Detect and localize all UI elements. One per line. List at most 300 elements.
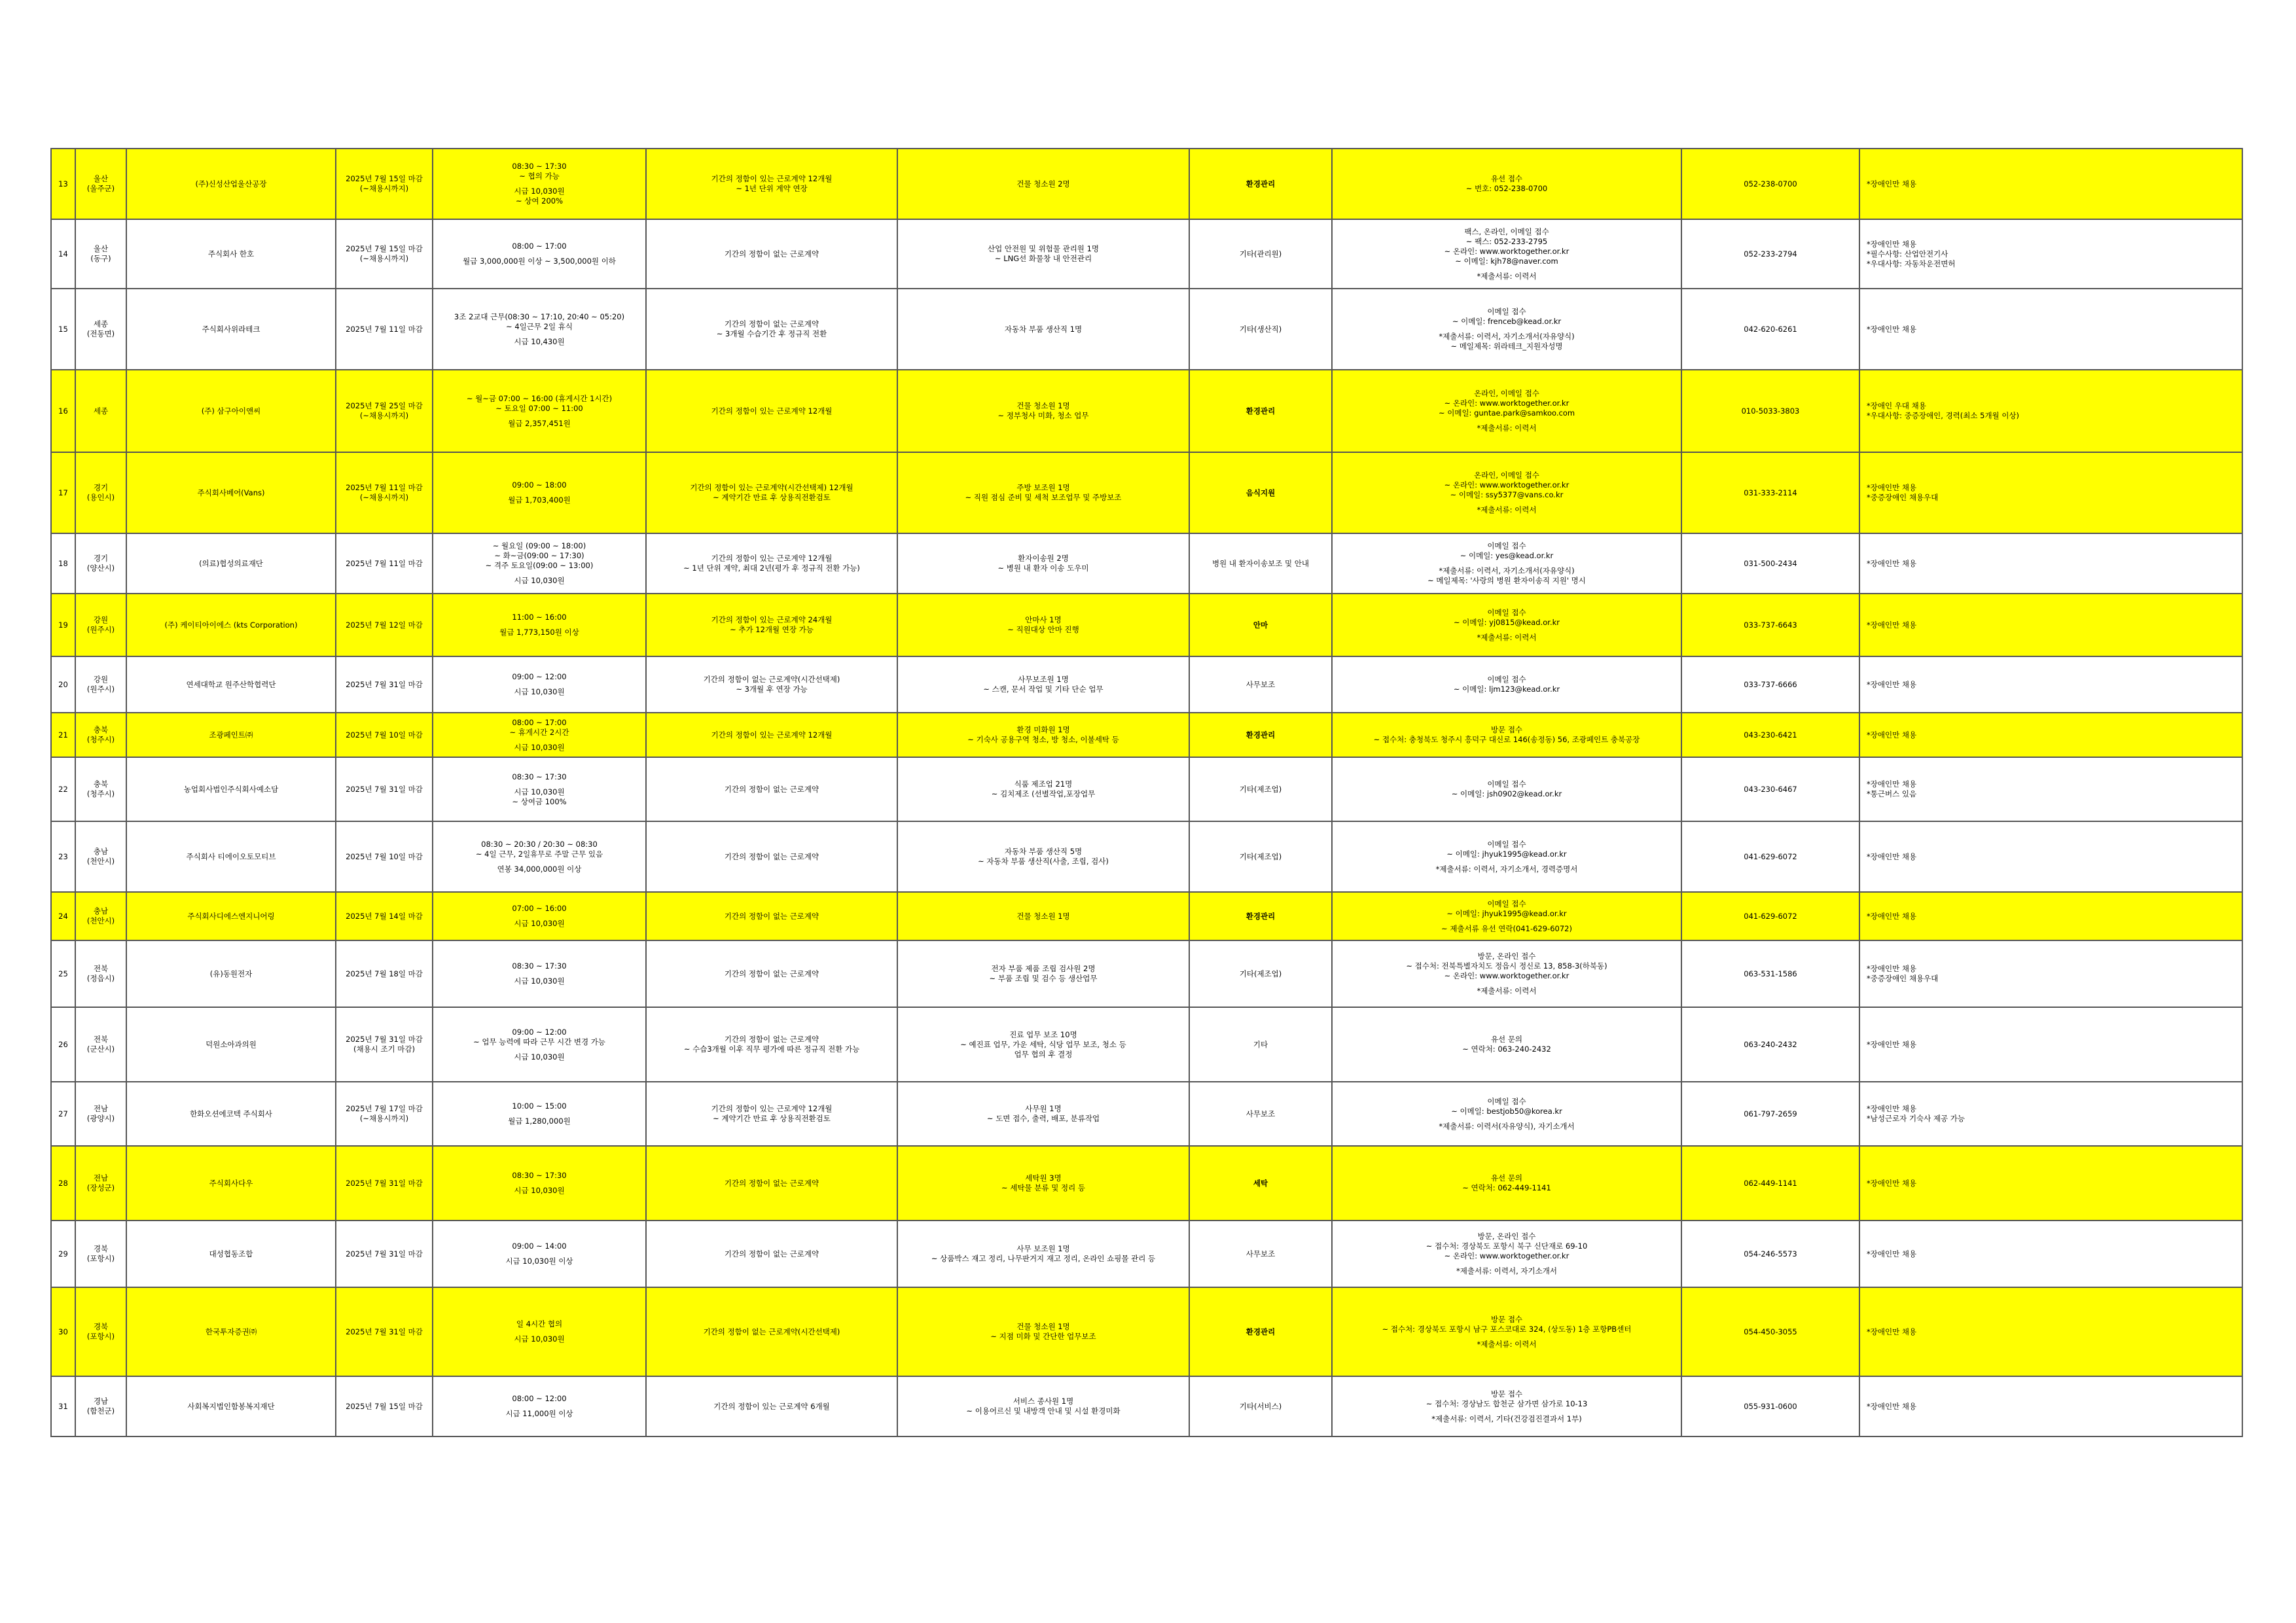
region-line: 충북 xyxy=(93,779,109,789)
notes-line: *필수사항: 산업안전기사 xyxy=(1867,249,1948,259)
duty-line: 건물 청소원 1명 xyxy=(1016,401,1070,410)
job-type-cell: 병원 내 환자이송보조 및 안내 xyxy=(1189,533,1332,594)
contract-line: ~ 3개월 수습기간 후 정규직 전환 xyxy=(716,329,827,338)
application-cell xyxy=(1332,656,1681,713)
hours-wage-line: 08:30 ~ 17:30 xyxy=(512,772,567,781)
application-cell xyxy=(1332,219,1681,289)
region-line: 전북 xyxy=(93,1035,109,1044)
deadline-cell xyxy=(336,656,433,713)
hours-wage-line xyxy=(436,181,643,187)
deadline-cell xyxy=(336,1082,433,1146)
hours-wage-line: 3조 2교대 근무(08:30 ~ 17:10, 20:40 ~ 05:20) xyxy=(454,312,625,321)
region-line: (청주시) xyxy=(86,789,115,798)
hours-wage-line: 09:00 ~ 14:00 xyxy=(512,1241,567,1251)
table-row xyxy=(51,149,2242,219)
region-line: 세종 xyxy=(93,319,109,329)
phone-cell: 061-797-2659 xyxy=(1681,1082,1859,1146)
notes-cell xyxy=(1859,533,2242,594)
deadline-cell xyxy=(336,821,433,892)
region-cell xyxy=(75,289,126,370)
notes-line: *장애인만 채용 xyxy=(1867,851,1917,861)
job-type-cell: 기타(서비스) xyxy=(1189,1376,1332,1436)
hours-wage-cell xyxy=(433,149,646,219)
company-cell: (주) 케이티아이에스 (kts Corporation) xyxy=(126,594,336,656)
job-type-cell: 기타 xyxy=(1189,1007,1332,1082)
hours-wage-cell xyxy=(433,219,646,289)
company-cell: (의료)협성의료재단 xyxy=(126,533,336,594)
region-line: 강원 xyxy=(93,615,109,624)
notes-cell xyxy=(1859,1287,2242,1376)
table-row xyxy=(51,219,2242,289)
row-number-cell: 20 xyxy=(51,656,75,713)
application-line xyxy=(1335,981,1678,986)
application-line: ~ 접수처: 충청북도 청주시 흥덕구 대신로 146(송정동) 56, 조광페인트 충북공장 xyxy=(1373,735,1640,744)
job-type-cell: 사무보조 xyxy=(1189,1082,1332,1146)
application-line: *제출서류: 이력서(자유양식), 자기소개서 xyxy=(1439,1121,1575,1131)
hours-wage-line xyxy=(436,571,643,576)
hours-wage-line: 08:30 ~ 20:30 / 20:30 ~ 08:30 xyxy=(481,839,598,849)
application-line: 이메일 접수 xyxy=(1487,307,1526,316)
hours-wage-line: ~ 4일 근무, 2일휴무로 주말 근무 있음 xyxy=(475,849,603,859)
contract-line: ~ 수습3개월 이후 직무 평가에 따른 정규직 전환 가능 xyxy=(683,1044,860,1054)
application-line: ~ 온라인: www.worktogether.or.kr xyxy=(1444,971,1570,980)
phone-cell: 043-230-6421 xyxy=(1681,713,1859,757)
job-type-cell: 기타(제조업) xyxy=(1189,757,1332,821)
phone-cell: 033-737-6666 xyxy=(1681,656,1859,713)
contract-line: 기간의 정함이 없는 근로계약 xyxy=(724,851,819,861)
job-type-cell: 세탁 xyxy=(1189,1146,1332,1221)
application-cell xyxy=(1332,713,1681,757)
contract-cell xyxy=(646,713,897,757)
hours-wage-line: 시급 10,430원 xyxy=(514,336,565,346)
job-type-cell: 기타(생산직) xyxy=(1189,289,1332,370)
application-line xyxy=(1335,561,1678,566)
hours-wage-line: 11:00 ~ 16:00 xyxy=(512,613,567,622)
application-line: *제출서류: 이력서, 자기소개서 xyxy=(1456,1266,1557,1275)
deadline-cell xyxy=(336,149,433,219)
job-type-cell: 환경관리 xyxy=(1189,1287,1332,1376)
duty-line: 환자이송원 2명 xyxy=(1018,554,1069,563)
duty-cell xyxy=(897,1221,1189,1287)
notes-line: *우대사항: 중증장애인, 경력(최소 5개월 이상) xyxy=(1867,411,2020,420)
duty-cell xyxy=(897,940,1189,1007)
contract-line: ~ 1년 단위 계약, 최대 2년(평가 후 정규직 전환 가능) xyxy=(683,563,860,573)
hours-wage-line: 시급 10,030원 xyxy=(514,1334,565,1344)
contract-line: 기간의 정함이 있는 근로계약 12개월 xyxy=(711,406,833,416)
duty-line: 안마사 1명 xyxy=(1025,615,1062,624)
region-line: 경기 xyxy=(93,554,109,563)
hours-wage-line xyxy=(436,1181,643,1186)
row-number-cell: 24 xyxy=(51,892,75,940)
hours-wage-line: ~ 협의 가능 xyxy=(519,171,560,181)
region-cell xyxy=(75,149,126,219)
contract-cell xyxy=(646,1146,897,1221)
deadline-line: 2025년 7월 15일 마감 xyxy=(346,1401,423,1411)
company-cell: (유)동원전자 xyxy=(126,940,336,1007)
contract-line: 기간의 정함이 있는 근로계약 12개월 xyxy=(711,730,833,740)
application-line: 이메일 접수 xyxy=(1487,1096,1526,1106)
row-number-cell: 14 xyxy=(51,219,75,289)
region-cell xyxy=(75,533,126,594)
notes-line: *장애인만 채용 xyxy=(1867,324,1917,334)
duty-cell xyxy=(897,149,1189,219)
application-cell xyxy=(1332,149,1681,219)
duty-line: ~ 상품박스 재고 정리, 나무판거지 재고 정리, 온라인 쇼핑몰 관리 등 xyxy=(931,1254,1156,1263)
duty-line: 업무 협의 후 결정 xyxy=(1014,1049,1073,1059)
region-line: (정읍시) xyxy=(86,974,115,983)
contract-cell xyxy=(646,757,897,821)
deadline-cell xyxy=(336,1221,433,1287)
hours-wage-line: 시급 10,030원 xyxy=(514,976,565,986)
job-type-cell: 사무보조 xyxy=(1189,1221,1332,1287)
application-line: ~ 온라인: www.worktogether.or.kr xyxy=(1444,399,1570,408)
duty-line: 사무보조원 1명 xyxy=(1018,675,1069,684)
hours-wage-line: 09:00 ~ 12:00 xyxy=(512,1027,567,1037)
region-line: 경기 xyxy=(93,483,109,492)
notes-line: *장애인만 채용 xyxy=(1867,1104,1917,1113)
company-cell: 한화오션에코텍 주식회사 xyxy=(126,1082,336,1146)
company-cell: 주식회사위라테크 xyxy=(126,289,336,370)
hours-wage-line: 연봉 34,000,000원 이상 xyxy=(497,864,582,874)
duty-line: 산업 안전원 및 위험물 관리원 1명 xyxy=(987,244,1099,253)
hours-wage-line: ~ 월~금 07:00 ~ 16:00 (휴게시간 1시간) xyxy=(466,393,613,403)
notes-cell xyxy=(1859,940,2242,1007)
application-cell xyxy=(1332,757,1681,821)
hours-wage-cell xyxy=(433,1287,646,1376)
notes-line: *장애인만 채용 xyxy=(1867,483,1917,492)
contract-cell xyxy=(646,1287,897,1376)
table-row xyxy=(51,1082,2242,1146)
hours-wage-line xyxy=(436,1111,643,1116)
phone-cell: 043-230-6467 xyxy=(1681,757,1859,821)
region-line: 전남 xyxy=(93,1173,109,1183)
notes-cell xyxy=(1859,1221,2242,1287)
job-type-cell: 환경관리 xyxy=(1189,370,1332,452)
deadline-line: (채용시 조기 마감) xyxy=(353,1044,416,1054)
hours-wage-line: 월급 2,357,451원 xyxy=(508,418,571,428)
region-line: (청주시) xyxy=(86,735,115,744)
duty-line: 건물 청소원 1명 xyxy=(1016,1322,1070,1331)
application-line: 이메일 접수 xyxy=(1487,675,1526,684)
row-number-cell: 13 xyxy=(51,149,75,219)
contract-cell xyxy=(646,219,897,289)
duty-cell xyxy=(897,533,1189,594)
application-cell xyxy=(1332,1082,1681,1146)
application-line: ~ 이메일: ssy5377@vans.co.kr xyxy=(1450,490,1564,499)
notes-cell xyxy=(1859,219,2242,289)
row-number-cell: 26 xyxy=(51,1007,75,1082)
application-line xyxy=(1335,1261,1678,1266)
duty-cell xyxy=(897,1007,1189,1082)
region-line: 충남 xyxy=(93,847,109,856)
hours-wage-cell xyxy=(433,757,646,821)
job-type-cell: 기타(관리원) xyxy=(1189,219,1332,289)
hours-wage-line: 08:30 ~ 17:30 xyxy=(512,961,567,971)
hours-wage-line: 시급 10,030원 이상 xyxy=(505,1257,573,1266)
region-cell xyxy=(75,370,126,452)
duty-cell xyxy=(897,1287,1189,1376)
deadline-cell xyxy=(336,533,433,594)
duty-line: ~ 기숙사 공용구역 청소, 방 청소, 이불세탁 등 xyxy=(967,735,1119,744)
notes-cell xyxy=(1859,656,2242,713)
duty-line: ~ 부품 조립 및 검수 등 생산업무 xyxy=(989,974,1098,983)
application-line: ~ 메일제목: '사랑의 병원 환자이송직 지원' 명시 xyxy=(1427,576,1586,585)
phone-cell: 052-238-0700 xyxy=(1681,149,1859,219)
contract-cell xyxy=(646,1082,897,1146)
deadline-line: 2025년 7월 14일 마감 xyxy=(346,911,423,921)
region-cell xyxy=(75,892,126,940)
application-line: ~ 접수처: 전북특별자치도 정읍시 정신로 13, 858-3(하북동) xyxy=(1406,961,1607,971)
notes-cell xyxy=(1859,1376,2242,1436)
application-line: ~ 이메일: jsh0902@kead.or.kr xyxy=(1451,789,1562,798)
application-line: ~ 접수처: 경상북도 포항시 북구 신단재로 69-10 xyxy=(1426,1241,1588,1251)
hours-wage-cell xyxy=(433,594,646,656)
row-number-cell: 22 xyxy=(51,757,75,821)
deadline-cell xyxy=(336,892,433,940)
company-cell: 주식회사베어(Vans) xyxy=(126,452,336,533)
deadline-line: 2025년 7월 11일 마감 xyxy=(346,483,423,492)
deadline-cell xyxy=(336,1376,433,1436)
hours-wage-cell xyxy=(433,289,646,370)
contract-cell xyxy=(646,370,897,452)
application-line: 이메일 접수 xyxy=(1487,899,1526,908)
job-type-cell: 환경관리 xyxy=(1189,713,1332,757)
hours-wage-line: ~ 상여금 100% xyxy=(512,796,567,806)
hours-wage-line: ~ 휴게시간 2시간 xyxy=(509,727,569,737)
duty-cell xyxy=(897,370,1189,452)
deadline-line: 2025년 7월 25일 마감 xyxy=(346,401,423,410)
duty-line: 세탁원 3명 xyxy=(1025,1173,1062,1183)
deadline-line: (~채용시까지) xyxy=(359,493,409,502)
duty-line: ~ 직원대상 안마 진행 xyxy=(1007,625,1079,634)
region-cell xyxy=(75,1287,126,1376)
region-line: (울주군) xyxy=(86,184,115,193)
deadline-line: (~채용시까지) xyxy=(359,1114,409,1123)
job-type-cell: 사무보조 xyxy=(1189,656,1332,713)
notes-line: *장애인만 채용 xyxy=(1867,179,1917,188)
deadline-cell xyxy=(336,594,433,656)
application-line: ~ 제출서류 유선 연락(041-629-6072) xyxy=(1441,923,1572,933)
hours-wage-line xyxy=(436,914,643,919)
region-line: 전북 xyxy=(93,964,109,973)
deadline-line: 2025년 7월 18일 마감 xyxy=(346,969,423,978)
deadline-line: 2025년 7월 15일 마감 xyxy=(346,174,423,183)
notes-cell xyxy=(1859,821,2242,892)
contract-line: 기간의 정함이 있는 근로계약 24개월 xyxy=(711,615,833,624)
application-line: 팩스, 온라인, 이메일 접수 xyxy=(1464,226,1549,236)
application-line: *제출서류: 이력서, 자기소개서(자유양식) xyxy=(1439,566,1575,575)
duty-cell xyxy=(897,1082,1189,1146)
duty-line: ~ 병원 내 환자 이송 도우미 xyxy=(997,563,1089,573)
hours-wage-line: 시급 11,000원 이상 xyxy=(505,1409,573,1418)
deadline-line: 2025년 7월 31일 마감 xyxy=(346,784,423,794)
region-cell xyxy=(75,1146,126,1221)
deadline-line: (~채용시까지) xyxy=(359,254,409,263)
duty-cell xyxy=(897,821,1189,892)
region-line: (천안시) xyxy=(86,857,115,866)
application-line: *제출서류: 이력서 xyxy=(1477,632,1537,642)
hours-wage-line xyxy=(436,622,643,628)
notes-line: *장애인만 채용 xyxy=(1867,1327,1917,1336)
notes-cell xyxy=(1859,1082,2242,1146)
contract-line: 기간의 정함이 없는 근로계약 xyxy=(724,1035,819,1044)
phone-cell: 055-931-0600 xyxy=(1681,1376,1859,1436)
region-line: 전남 xyxy=(93,1104,109,1113)
notes-cell xyxy=(1859,892,2242,940)
table-row xyxy=(51,1146,2242,1221)
company-cell: 한국투자증권㈜ xyxy=(126,1287,336,1376)
notes-line: *장애인만 채용 xyxy=(1867,1178,1917,1188)
duty-cell xyxy=(897,1146,1189,1221)
notes-line: *장애인만 채용 xyxy=(1867,1401,1917,1411)
phone-cell: 041-629-6072 xyxy=(1681,892,1859,940)
region-line: 충남 xyxy=(93,906,109,916)
phone-cell: 041-629-6072 xyxy=(1681,821,1859,892)
region-cell xyxy=(75,656,126,713)
application-cell xyxy=(1332,370,1681,452)
application-line: ~ 연락처: 063-240-2432 xyxy=(1462,1044,1551,1054)
application-cell xyxy=(1332,821,1681,892)
region-cell xyxy=(75,1221,126,1287)
job-type-cell: 기타(제조업) xyxy=(1189,940,1332,1007)
duty-line: 사무원 1명 xyxy=(1025,1104,1062,1113)
application-cell xyxy=(1332,533,1681,594)
duty-line: ~ 세탁물 분류 및 정리 등 xyxy=(1001,1183,1085,1192)
duty-line: ~ LNG선 화물창 내 안전관리 xyxy=(994,254,1092,263)
region-line: 경남 xyxy=(93,1397,109,1406)
application-line xyxy=(1335,1116,1678,1122)
table-row xyxy=(51,370,2242,452)
duty-line: ~ 김치제조 (선별작업,포장업무 xyxy=(991,789,1096,798)
table-row xyxy=(51,1287,2242,1376)
contract-line: 기간의 정함이 있는 근로계약 12개월 xyxy=(711,1104,833,1113)
company-cell: (주)신성산업울산공장 xyxy=(126,149,336,219)
company-cell: 사회복지법인함봉복지재단 xyxy=(126,1376,336,1436)
notes-line: *장애인만 채용 xyxy=(1867,558,1917,568)
hours-wage-line: ~ 화~금(09:00 ~ 17:30) xyxy=(494,551,584,560)
region-line: 경북 xyxy=(93,1244,109,1253)
contract-cell xyxy=(646,149,897,219)
hours-wage-line xyxy=(436,251,643,257)
contract-line: 기간의 정함이 없는 근로계약 xyxy=(724,1249,819,1258)
contract-line: ~ 계약기간 만료 후 상용직전환검토 xyxy=(713,493,831,502)
region-cell xyxy=(75,594,126,656)
region-line: (천안시) xyxy=(86,916,115,925)
contract-line: 기간의 정함이 없는 근로계약(시간선택제) xyxy=(703,1327,840,1336)
hours-wage-cell xyxy=(433,1221,646,1287)
table-row xyxy=(51,1221,2242,1287)
contract-line: 기간의 정함이 있는 근로계약(시간선택제) 12개월 xyxy=(690,483,853,492)
hours-wage-line: ~ 토요일 07:00 ~ 11:00 xyxy=(495,403,583,413)
application-line: 방문, 온라인 접수 xyxy=(1477,952,1536,961)
hours-wage-line: 09:00 ~ 12:00 xyxy=(512,672,567,681)
duty-line: ~ 예진표 업무, 가운 세탁, 식당 업무 보조, 청소 등 xyxy=(960,1039,1126,1049)
application-line xyxy=(1335,628,1678,633)
job-type-cell: 기타(제조업) xyxy=(1189,821,1332,892)
application-cell xyxy=(1332,594,1681,656)
duty-line: 진료 업무 보조 10명 xyxy=(1009,1029,1077,1039)
phone-cell: 052-233-2794 xyxy=(1681,219,1859,289)
region-line: (동구) xyxy=(90,254,111,263)
hours-wage-line: 시급 10,030원 xyxy=(514,187,565,196)
notes-line: *장애인만 채용 xyxy=(1867,1249,1917,1258)
application-cell xyxy=(1332,940,1681,1007)
application-cell xyxy=(1332,1221,1681,1287)
contract-cell xyxy=(646,533,897,594)
company-cell: 덕원소아과의원 xyxy=(126,1007,336,1082)
region-line: (광양시) xyxy=(86,1114,115,1123)
company-cell: 대성협동조합 xyxy=(126,1221,336,1287)
deadline-cell xyxy=(336,289,433,370)
hours-wage-line: 월급 1,280,000원 xyxy=(508,1116,571,1126)
application-line xyxy=(1335,1334,1678,1340)
duty-cell xyxy=(897,757,1189,821)
application-line xyxy=(1335,327,1678,332)
notes-line: *장애인만 채용 xyxy=(1867,679,1917,689)
application-line: ~ 온라인: www.worktogether.or.kr xyxy=(1444,246,1570,256)
phone-cell: 010-5033-3803 xyxy=(1681,370,1859,452)
duty-line: 건물 청소원 2명 xyxy=(1016,179,1070,188)
region-cell xyxy=(75,821,126,892)
deadline-line: 2025년 7월 10일 마감 xyxy=(346,851,423,861)
phone-cell: 033-737-6643 xyxy=(1681,594,1859,656)
region-line: (군산시) xyxy=(86,1044,115,1054)
hours-wage-line: 08:00 ~ 17:00 xyxy=(512,717,567,727)
table-row xyxy=(51,289,2242,370)
table-row xyxy=(51,713,2242,757)
notes-cell xyxy=(1859,149,2242,219)
application-line xyxy=(1335,418,1678,423)
phone-cell: 031-500-2434 xyxy=(1681,533,1859,594)
notes-line: *중증장애인 채용우대 xyxy=(1867,974,1939,983)
region-line: 세종 xyxy=(93,406,109,416)
hours-wage-line: 월급 1,773,150원 이상 xyxy=(499,628,579,637)
hours-wage-line: 시급 10,030원 xyxy=(514,787,565,796)
hours-wage-line xyxy=(436,971,643,976)
contract-cell xyxy=(646,940,897,1007)
deadline-cell xyxy=(336,219,433,289)
table-row xyxy=(51,656,2242,713)
hours-wage-line: 시급 10,030원 xyxy=(514,576,565,585)
region-cell xyxy=(75,1376,126,1436)
region-cell xyxy=(75,713,126,757)
notes-line: *남성근로자 기숙사 제공 가능 xyxy=(1867,1114,1965,1123)
notes-line: *장애인만 채용 xyxy=(1867,239,1917,249)
row-number-cell: 19 xyxy=(51,594,75,656)
deadline-line: 2025년 7월 31일 마감 xyxy=(346,679,423,689)
notes-cell xyxy=(1859,757,2242,821)
deadline-line: (~채용시까지) xyxy=(359,184,409,193)
hours-wage-cell xyxy=(433,370,646,452)
duty-line: 주방 보조원 1명 xyxy=(1016,483,1070,492)
deadline-line: 2025년 7월 31일 마감 xyxy=(346,1035,423,1044)
duty-line: ~ 스캔, 문서 작업 및 기타 단순 업무 xyxy=(983,685,1103,694)
table-row xyxy=(51,940,2242,1007)
phone-cell: 042-620-6261 xyxy=(1681,289,1859,370)
duty-line: 건물 청소원 1명 xyxy=(1016,911,1070,921)
hours-wage-line: 08:00 ~ 17:00 xyxy=(512,241,567,251)
duty-line: 자동차 부품 생산직 5명 xyxy=(1004,847,1083,856)
hours-wage-line: 08:30 ~ 17:30 xyxy=(512,162,567,171)
duty-line: 자동차 부품 생산직 1명 xyxy=(1004,324,1083,334)
hours-wage-cell xyxy=(433,940,646,1007)
application-cell xyxy=(1332,892,1681,940)
hours-wage-line: 일 4시간 협의 xyxy=(516,1319,563,1329)
application-cell xyxy=(1332,1287,1681,1376)
deadline-line: (~채용시까지) xyxy=(359,411,409,420)
hours-wage-line xyxy=(436,414,643,419)
notes-line: *우대사항: 자동차운전면허 xyxy=(1867,259,1956,268)
